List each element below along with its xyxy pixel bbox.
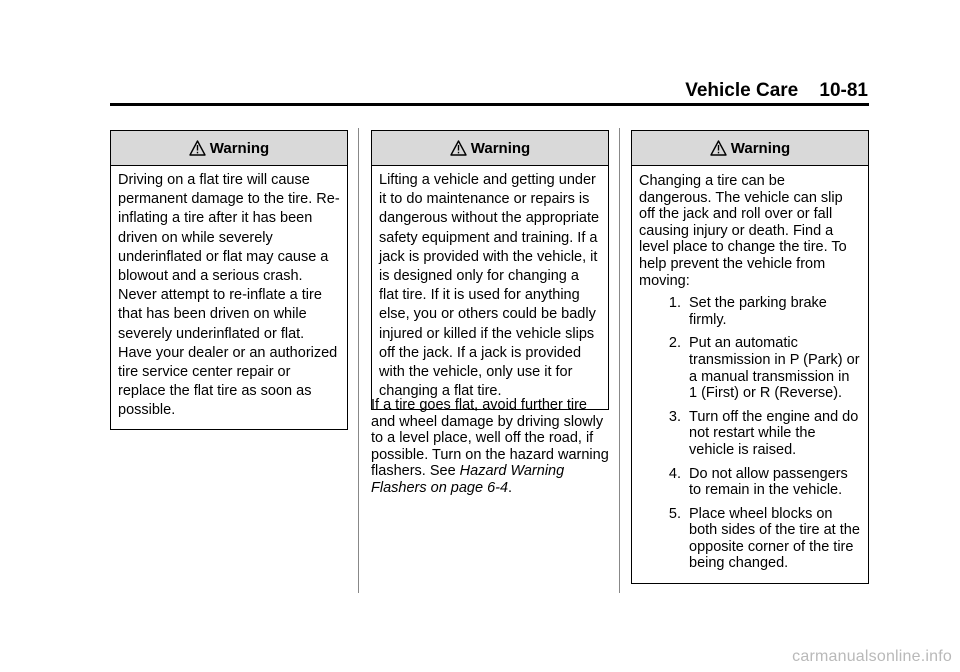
step-number: 2. (668, 335, 681, 352)
step-number: 3. (668, 408, 681, 425)
warning-title: Warning (730, 139, 791, 157)
warning-content (632, 166, 868, 583)
step-number: 1. (668, 295, 681, 312)
cross-reference-link[interactable]: Hazard Warning Flashers on page 6-4 (371, 463, 565, 496)
steps-list (639, 295, 861, 572)
list-item (639, 506, 861, 572)
step-text: Place wheel blocks on both sides of the tire at the opposite corner of the tire being changed. (689, 505, 860, 572)
warning-title: Warning (470, 139, 531, 157)
step-text: Turn off the engine and do not restart while the vehicle is raised. (689, 408, 859, 458)
section-title: Vehicle Care (685, 80, 799, 101)
page-number: 10-81 (819, 80, 868, 101)
list-item (639, 409, 861, 459)
paragraph-end: . (508, 479, 513, 496)
column-divider (358, 128, 359, 593)
warning-text: Lifting a vehicle and getting under it to do maintenance or repairs is dangerous without the appropriate safety equipment and training. If a jack is provided with the vehicle, it is designed only for changing a flat tire. If it is used for anything else, you or others could be badly injured or killed if the vehicle slips off the jack. If a jack is provided with the vehicle, only use it for changing a flat tire. (379, 172, 600, 400)
column-divider (619, 128, 620, 593)
flat-tire-paragraph (371, 397, 611, 497)
warning-box-flat-tire (110, 130, 348, 430)
warning-box-jack (371, 130, 609, 410)
warning-box-changing-tire (631, 130, 869, 584)
watermark: carmanualsonline.info (792, 648, 952, 665)
step-number: 5. (668, 505, 681, 522)
step-text: Do not allow passengers to remain in the vehicle. (689, 465, 848, 499)
warning-header (111, 131, 347, 166)
warning-triangle-icon (710, 140, 727, 156)
list-item (639, 335, 861, 401)
warning-triangle-icon (189, 140, 206, 156)
paragraph-text: If a tire goes flat, avoid further tire and wheel damage by driving slowly to a level place, well off the road, if possible. Turn on the hazard warning flashers. See (371, 397, 609, 480)
list-item (639, 295, 861, 328)
warning-title: Warning (209, 139, 270, 157)
page-header (685, 80, 868, 102)
step-number: 4. (668, 465, 681, 482)
step-text: Set the parking brake firmly. (689, 295, 827, 328)
warning-intro: Changing a tire can be dangerous. The vehicle can slip off the jack and roll over or fall causing injury or death. Find a level place to change the tire. To help prevent the vehicle from moving: (639, 173, 847, 289)
list-item (639, 466, 861, 499)
warning-header (372, 131, 608, 166)
warning-triangle-icon (450, 140, 467, 156)
warning-header (632, 131, 868, 166)
warning-text: Driving on a flat tire will cause permanent damage to the tire. Re-inflating a tire after it has been driven on while severely underinflated or flat may cause a blowout and a serious crash. Never attempt to re-inflate a tire that has been driven on while severely underinflated or flat. Have your dealer or an authorized tire service center repair or replace the flat tire as soon as possible. (118, 172, 340, 419)
step-text: Put an automatic transmission in P (Park) or a manual transmission in 1 (First) or R (Reverse). (689, 335, 860, 402)
header-rule (110, 103, 869, 106)
